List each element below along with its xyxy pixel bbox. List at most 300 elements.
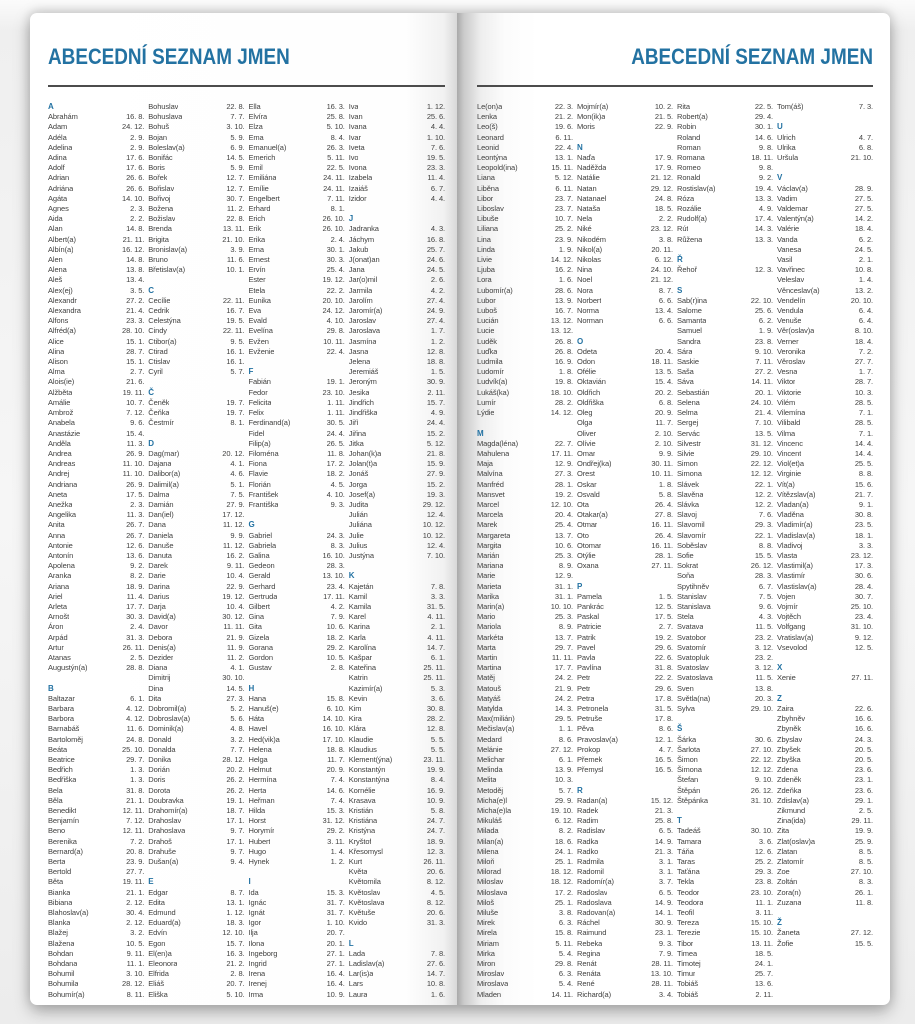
name-label: Oldřich (577, 387, 601, 397)
name-label: Cindy (148, 326, 167, 336)
date-label: 25. 6. (754, 306, 773, 316)
name-label: Veronika (777, 346, 806, 356)
name-label: Radoslava (577, 897, 612, 907)
date-label: 27. 10. (850, 867, 873, 877)
name-label: Dimitrij (148, 673, 171, 683)
name-label: Danuta (148, 550, 172, 560)
section-letter: Č (148, 387, 154, 397)
name-label: Květomila (348, 877, 381, 887)
blank-row (677, 714, 773, 724)
date-label: 7. 4. (330, 775, 345, 785)
name-label: Václav(a) (777, 183, 808, 193)
name-entry (477, 724, 573, 734)
name-entry (477, 979, 573, 989)
name-entry (148, 112, 244, 122)
date-label: 26. 2. (226, 785, 245, 795)
date-label: 14. 6. (754, 132, 773, 142)
name-label: Květuše (348, 908, 376, 918)
name-label: Servác (677, 428, 700, 438)
date-label: 29. 12. (650, 183, 673, 193)
name-label: Irenej (248, 979, 267, 989)
name-label: Orest (577, 469, 595, 479)
date-label: 29. 3. (754, 520, 773, 530)
name-label: Gorana (248, 642, 273, 652)
name-label: Světla(na) (677, 693, 711, 703)
name-label: Igor (248, 918, 262, 928)
name-entry (777, 418, 873, 428)
date-label: 26. 12. (750, 561, 773, 571)
name-label: Leontýna (477, 153, 508, 163)
name-label: Miron (477, 959, 496, 969)
name-entry (148, 408, 244, 418)
name-label: Anna (48, 530, 66, 540)
name-entry (349, 245, 445, 255)
name-label: Lukáš(ka) (477, 387, 510, 397)
name-label: Andriana (48, 479, 78, 489)
date-label: 5. 6. (230, 714, 245, 724)
date-label: 20. 4. (654, 346, 673, 356)
section-letter: J (348, 214, 354, 224)
blank-row (577, 571, 673, 581)
date-label: 16. 3. (326, 102, 345, 111)
date-label: 27. 3. (554, 469, 573, 479)
date-label: 9. 10. (754, 346, 773, 356)
date-label: 14. 3. (754, 224, 773, 234)
date-label: 8. 7. (658, 285, 673, 295)
name-label: Sab(r)ina (677, 295, 707, 305)
date-label: 22. 5. (326, 163, 345, 173)
name-entry (249, 571, 345, 581)
name-label: Tamara (677, 836, 702, 846)
name-label: Oleg (577, 408, 593, 418)
name-entry (249, 480, 345, 490)
section-letter: D (148, 438, 154, 448)
name-label: Běla (48, 795, 63, 805)
date-label: 3. 11. (327, 836, 345, 846)
name-entry (477, 316, 573, 326)
name-label: Kira (348, 714, 362, 724)
name-entry (677, 265, 773, 275)
date-label: 23. 4. (854, 612, 873, 622)
name-entry (677, 561, 773, 571)
date-label: 19. 12. (322, 275, 345, 285)
date-label: 17. 6. (126, 153, 145, 163)
name-entry (677, 224, 773, 234)
name-label: Slávka (677, 499, 699, 509)
name-entry (477, 510, 573, 520)
name-label: Radim (577, 816, 599, 826)
name-label: Dajana (148, 459, 172, 469)
date-label: 16. 9. (554, 357, 573, 367)
name-entry (477, 194, 573, 204)
name-label: Bronislav(a) (148, 244, 188, 254)
name-label: Zbyšek (777, 744, 801, 754)
name-entry (777, 377, 873, 387)
name-entry (477, 826, 573, 836)
name-label: Irena (248, 969, 266, 979)
name-entry (148, 745, 244, 755)
name-column-3 (249, 102, 345, 1000)
name-entry (477, 745, 573, 755)
name-label: Otakar(a) (577, 510, 608, 520)
name-entry (477, 643, 573, 653)
name-label: Pavlína (577, 663, 602, 673)
date-label: 24. 3. (854, 734, 873, 744)
date-label: 11. 6. (126, 724, 145, 734)
name-entry (249, 908, 345, 918)
name-label: Bedřich (48, 765, 73, 775)
name-entry (148, 724, 244, 734)
name-entry (777, 704, 873, 714)
date-label: 10. 6. (554, 540, 573, 550)
section-letter: B (48, 683, 54, 693)
name-entry (677, 306, 773, 316)
name-entry (477, 571, 573, 581)
name-entry (148, 704, 244, 714)
name-label: Rostislav(a) (677, 183, 716, 193)
date-label: 6. 5. (658, 826, 673, 836)
name-entry (477, 990, 573, 1000)
name-entry (349, 408, 445, 418)
date-label: 18. 4. (854, 224, 873, 234)
date-label: 20. 2. (226, 765, 245, 775)
name-entry (777, 582, 873, 592)
name-entry (577, 622, 673, 632)
name-label: Odeta (577, 346, 597, 356)
date-label: 25. 3. (554, 550, 573, 560)
name-label: Miloň (477, 857, 495, 867)
date-label: 17. 7. (554, 663, 573, 673)
name-entry (148, 102, 244, 112)
name-entry (148, 969, 244, 979)
name-column-5 (477, 102, 573, 1000)
name-column-4 (349, 102, 445, 1000)
name-label: Ingrid (248, 959, 267, 969)
date-label: 12. 7. (226, 173, 245, 183)
date-label: 21. 12. (650, 173, 673, 183)
name-entry (48, 296, 144, 306)
date-label: 31. 5. (426, 601, 445, 611)
date-label: 15. 12. (650, 795, 673, 805)
name-label: Micha(e)la (477, 806, 512, 816)
name-entry (777, 724, 873, 734)
date-label: 24. 5. (854, 244, 873, 254)
date-label: 10. 9. (426, 795, 445, 805)
title-rule (477, 85, 873, 87)
name-label: Čeněk (148, 397, 170, 407)
name-label: Paskal (577, 612, 599, 622)
date-label: 7. 7. (230, 744, 245, 754)
name-label: Gordon (248, 652, 273, 662)
name-entry (777, 673, 873, 683)
date-label: 21. 2. (226, 959, 245, 969)
name-label: Slávek (677, 479, 699, 489)
date-label: 10. 4. (226, 571, 245, 581)
name-entry (477, 102, 573, 112)
date-label: 12. 4. (426, 510, 445, 520)
name-label: Laura (348, 989, 368, 999)
name-entry (48, 408, 144, 418)
date-label: 27. 7. (126, 867, 145, 877)
blank-row (577, 133, 673, 143)
date-label: 10. 10. (550, 601, 573, 611)
name-entry (349, 765, 445, 775)
name-label: Liboslav (477, 204, 504, 214)
name-column-2 (148, 102, 244, 1000)
name-label: Věroslav (777, 357, 806, 367)
name-entry (677, 133, 773, 143)
date-label: 10. 2. (654, 102, 673, 111)
name-entry (677, 490, 773, 500)
name-entry (477, 163, 573, 173)
name-entry (148, 398, 244, 408)
name-label: Hanuš(e) (248, 703, 279, 713)
name-entry (577, 561, 673, 571)
name-label: Jakub (348, 244, 369, 254)
name-label: Darina (148, 581, 170, 591)
name-entry (349, 622, 445, 632)
name-label: Bohuslava (148, 112, 183, 122)
name-label: Omar (577, 448, 596, 458)
name-label: Oldřiška (577, 397, 604, 407)
date-label: 21. 6. (126, 377, 145, 387)
name-label: Petronela (577, 703, 609, 713)
name-entry (349, 520, 445, 530)
name-entry (777, 214, 873, 224)
date-label: 12. 3. (754, 265, 773, 275)
name-label: Apolena (48, 561, 75, 571)
name-label: Simona (677, 469, 702, 479)
name-label: Julius (348, 540, 368, 550)
date-label: 22. 5. (754, 102, 773, 111)
name-label: Matouš (477, 683, 501, 693)
name-label: Ladislav(a) (348, 959, 385, 969)
date-label: 16. 10. (322, 724, 345, 734)
name-entry (249, 255, 345, 265)
name-entry (148, 908, 244, 918)
name-label: Evald (248, 316, 267, 326)
date-label: 23. 10. (750, 887, 773, 897)
name-label: Františka (248, 499, 279, 509)
date-label: 23. 12. (650, 224, 673, 234)
name-entry (48, 551, 144, 561)
name-label: Richard(a) (577, 989, 612, 999)
name-label: Ilja (248, 928, 258, 938)
date-label: 5. 8. (658, 489, 673, 499)
name-label: Roland (677, 132, 701, 142)
date-label: 29. 12. (422, 499, 445, 509)
date-label: 20. 6. (426, 867, 445, 877)
name-entry (777, 806, 873, 816)
name-entry (577, 449, 673, 459)
name-label: Sandra (677, 336, 701, 346)
name-entry (48, 439, 144, 449)
name-entry (677, 908, 773, 918)
name-label: Drahomír(a) (148, 806, 188, 816)
date-label: 4. 4. (430, 122, 445, 132)
name-entry (477, 898, 573, 908)
name-label: Izidor (348, 193, 367, 203)
name-label: Zbyslav (777, 734, 803, 744)
date-label: 9. 3. (330, 499, 345, 509)
name-label: Vojen (777, 591, 796, 601)
name-entry (48, 510, 144, 520)
date-label: 3. 4. (658, 989, 673, 999)
date-label: 29. 2. (326, 826, 345, 836)
date-label: 10. 8. (854, 265, 873, 275)
name-label: Konstantýna (348, 775, 390, 785)
date-label: 9. 9. (230, 530, 245, 540)
name-label: Tadeáš (677, 826, 701, 836)
date-label: 13. 3. (754, 193, 773, 203)
date-label: 5. 5. (430, 734, 445, 744)
date-label: 31. 8. (126, 785, 145, 795)
date-label: 6. 1. (558, 755, 573, 764)
name-entry (677, 673, 773, 683)
name-entry (577, 275, 673, 285)
name-label: Evžen (248, 336, 269, 346)
name-entry (477, 673, 573, 683)
name-label: Vendelín (777, 295, 806, 305)
name-entry (349, 388, 445, 398)
name-label: Norman (577, 316, 604, 326)
date-label: 16. 2. (226, 550, 245, 560)
date-label: 17. 11. (551, 448, 573, 458)
name-entry (48, 204, 144, 214)
date-label: 2. 1. (430, 622, 445, 632)
name-entry (148, 847, 244, 857)
section-letter: P (577, 581, 583, 591)
date-label: 25. 11. (423, 663, 445, 673)
name-entry (48, 939, 144, 949)
date-label: 30. 5. (326, 418, 345, 428)
date-label: 4. 12. (126, 714, 145, 724)
name-label: Aida (48, 214, 63, 224)
date-label: 1. 8. (558, 367, 573, 377)
name-label: Jasmína (348, 336, 377, 346)
name-label: Cedrik (148, 306, 170, 316)
name-entry (577, 796, 673, 806)
date-label: 2. 10. (654, 428, 673, 438)
date-label: 6. 6. (658, 295, 673, 305)
name-entry (577, 673, 673, 683)
name-label: Gedeon (248, 561, 275, 571)
date-label: 23. 5. (854, 520, 873, 530)
name-label: Adelina (48, 142, 73, 152)
name-entry (777, 204, 873, 214)
date-label: 27. 11. (651, 561, 673, 571)
name-label: Irma (248, 989, 264, 999)
name-label: Vlastimil(a) (777, 561, 813, 571)
date-label: 28. 2. (554, 397, 573, 407)
name-entry (777, 888, 873, 898)
name-label: Xenie (777, 673, 796, 683)
name-label: Veleslav (777, 275, 805, 285)
name-entry (677, 643, 773, 653)
date-label: 6. 4. (858, 316, 873, 326)
name-label: Vladislav(a) (777, 530, 815, 540)
date-label: 26. 1. (854, 887, 873, 897)
name-entry (48, 326, 144, 336)
name-label: Ivan (348, 112, 363, 122)
name-entry (577, 745, 673, 755)
name-label: Arleta (48, 601, 67, 611)
date-label: 6. 7. (758, 581, 773, 591)
name-label: Flavie (248, 469, 268, 479)
section-letter: N (577, 142, 583, 152)
name-label: Svatomír (677, 642, 707, 652)
name-label: Vladimír(a) (777, 520, 813, 530)
name-entry (477, 520, 573, 530)
date-label: 13. 10. (650, 969, 673, 979)
name-label: Livie (477, 255, 492, 265)
date-label: 5. 7. (230, 367, 245, 377)
name-label: Karla (348, 632, 366, 642)
name-label: Jonáš (348, 469, 369, 479)
name-entry (777, 847, 873, 857)
date-label: 13. 4. (126, 275, 145, 285)
name-entry (777, 224, 873, 234)
name-entry (349, 133, 445, 143)
name-column-1 (48, 102, 144, 1000)
name-label: Taťána (677, 867, 700, 877)
date-label: 7. 11. (755, 357, 773, 367)
name-label: Jesika (348, 387, 370, 397)
name-label: Milada (477, 826, 499, 836)
date-label: 12. 7. (226, 183, 245, 193)
date-label: 15. 5. (854, 938, 873, 948)
name-label: Ctirad (148, 346, 168, 356)
name-label: Natan (577, 183, 597, 193)
date-label: 3. 10. (126, 969, 145, 979)
name-label: Miroslav (477, 969, 505, 979)
name-entry (48, 418, 144, 428)
date-label: 7. 1. (858, 428, 873, 438)
name-label: Diana (148, 663, 168, 673)
name-label: Fabián (248, 377, 271, 387)
date-label: 13. 1. (226, 897, 245, 907)
date-label: 11. 5. (755, 622, 773, 632)
name-label: Boris (148, 163, 165, 173)
date-label: 1. 11. (327, 397, 345, 407)
name-entry (148, 194, 244, 204)
date-label: 24. 1. (554, 846, 573, 856)
name-entry (677, 622, 773, 632)
date-label: 1. 1. (558, 724, 573, 734)
date-label: 23. 2. (754, 632, 773, 642)
name-entry (577, 235, 673, 245)
name-entry (677, 653, 773, 663)
date-label: 30. 6. (754, 734, 773, 744)
date-label: 21. 9. (554, 683, 573, 693)
date-label: 20. 4. (554, 510, 573, 520)
name-entry (577, 520, 673, 530)
name-label: Kornélie (348, 785, 376, 795)
name-label: Dalibor(a) (148, 469, 181, 479)
date-label: 26. 6. (126, 173, 145, 183)
date-label: 19. 12. (222, 591, 245, 601)
name-label: Konstantýn (348, 765, 386, 775)
name-entry (249, 786, 345, 796)
name-entry (477, 939, 573, 949)
name-label: Kevin (348, 693, 368, 703)
name-entry (677, 194, 773, 204)
name-entry (349, 918, 445, 928)
name-label: Patrik (577, 632, 596, 642)
name-entry (777, 561, 873, 571)
name-label: Edgar (148, 887, 168, 897)
name-label: Elvíra (248, 112, 268, 122)
